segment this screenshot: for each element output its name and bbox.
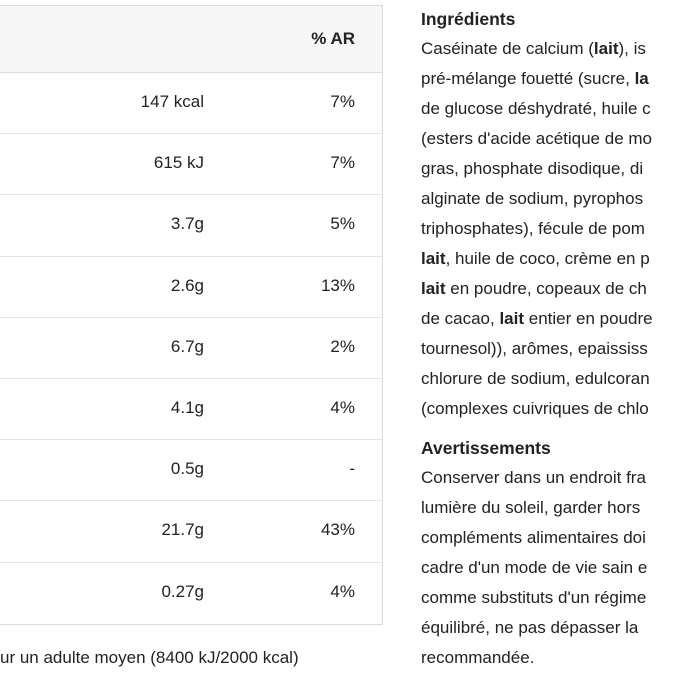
ingredients-fragment: pré-mélange fouetté (sucre,	[421, 69, 635, 88]
nutrient-ar-percent: 7%	[330, 92, 355, 111]
nutrient-ar-percent: 4%	[330, 581, 355, 601]
ingredients-fragment: en poudre, copeaux de ch	[445, 279, 647, 298]
nutrient-ar-percent: 13%	[320, 275, 355, 295]
nutrient-amount: 0.27g	[161, 581, 204, 601]
nutrient-amount: 147 kcal	[140, 92, 204, 111]
table-row	[0, 73, 382, 134]
ingredients-line	[421, 34, 680, 64]
ingredients-fragment: (complexes cuivriques de chlo	[421, 399, 649, 418]
ingredients-fragment: , huile de coco, crème en p	[445, 249, 650, 268]
ingredients-fragment: ), is	[618, 39, 646, 58]
ingredients-heading: Ingrédients	[421, 9, 516, 29]
ingredients-line	[421, 184, 680, 214]
table-header	[0, 6, 382, 73]
table-row	[0, 134, 382, 195]
warnings-line: recommandée.	[421, 648, 535, 667]
nutrient-ar-percent: -	[349, 459, 355, 479]
table-body	[0, 73, 382, 624]
ingredients-line	[421, 124, 680, 154]
ingredients-text	[421, 34, 680, 424]
nutrient-amount: 4.1g	[170, 397, 204, 417]
allergen-bold: la	[634, 69, 649, 88]
nutrient-amount: 21.7g	[161, 520, 204, 540]
warnings-line: compléments alimentaires doi	[421, 528, 646, 547]
nutrient-amount: 2.6g	[170, 275, 204, 295]
ingredients-fragment: (esters d'acide acétique de mo	[421, 129, 652, 148]
allergen-bold: lait	[421, 249, 446, 268]
ingredients-line	[421, 334, 680, 364]
warnings-line: Conserver dans un endroit fra	[421, 468, 646, 487]
table-row	[0, 440, 382, 501]
ingredients-line	[421, 214, 680, 244]
nutrient-amount: 0.5g	[170, 459, 204, 479]
ingredients-line	[421, 304, 680, 334]
warnings-text	[421, 463, 680, 673]
warnings-heading: Avertissements	[421, 438, 551, 458]
ingredients-line	[421, 394, 680, 424]
nutrition-table	[0, 5, 383, 625]
ingredients-fragment: triphosphates), fécule de pom	[421, 219, 645, 238]
ingredients-line	[421, 94, 680, 124]
ingredients-fragment: chlorure de sodium, edulcoran	[421, 369, 650, 388]
ingredients-line	[421, 244, 680, 274]
ingredients-fragment: tournesol)), arômes, epaississ	[421, 339, 648, 358]
table-row	[0, 379, 382, 440]
nutrient-ar-percent: 5%	[330, 214, 355, 234]
nutrient-amount: 6.7g	[170, 336, 204, 356]
nutrient-ar-percent: 4%	[330, 397, 355, 417]
ingredients-fragment: gras, phosphate disodique, di	[421, 159, 644, 178]
table-footnote: ur un adulte moyen (8400 kJ/2000 kcal)	[0, 648, 299, 667]
ar-column-header: % AR	[311, 29, 355, 48]
allergen-bold: lait	[593, 39, 619, 58]
ingredients-fragment: de glucose déshydraté, huile c	[421, 99, 651, 118]
warnings-line: lumière du soleil, garder hors	[421, 498, 641, 517]
warnings-line: cadre d'un mode de vie sain e	[421, 558, 648, 577]
ingredients-fragment: entier en poudre	[524, 309, 653, 328]
nutrient-amount: 615 kJ	[153, 153, 204, 173]
ingredients-fragment: de cacao,	[421, 309, 500, 328]
ingredients-fragment: Caséinate de calcium (	[421, 39, 594, 58]
ingredients-line	[421, 364, 680, 394]
table-row	[0, 563, 382, 624]
table-row	[0, 195, 382, 256]
table-row	[0, 501, 382, 562]
allergen-bold: lait	[421, 279, 446, 298]
nutrient-ar-percent: 43%	[320, 520, 355, 540]
table-row	[0, 318, 382, 379]
table-row	[0, 257, 382, 318]
nutrient-amount: 3.7g	[170, 214, 204, 234]
nutrient-ar-percent: 7%	[330, 153, 355, 173]
warnings-line: comme substituts d'un régime	[421, 588, 647, 607]
warnings-line: équilibré, ne pas dépasser la	[421, 618, 639, 637]
ingredients-line	[421, 154, 680, 184]
allergen-bold: lait	[499, 309, 525, 328]
product-info-column	[421, 7, 680, 673]
nutrient-ar-percent: 2%	[330, 336, 355, 356]
ingredients-line	[421, 274, 680, 304]
ingredients-line	[421, 64, 680, 94]
ingredients-fragment: alginate de sodium, pyrophos	[421, 189, 644, 208]
